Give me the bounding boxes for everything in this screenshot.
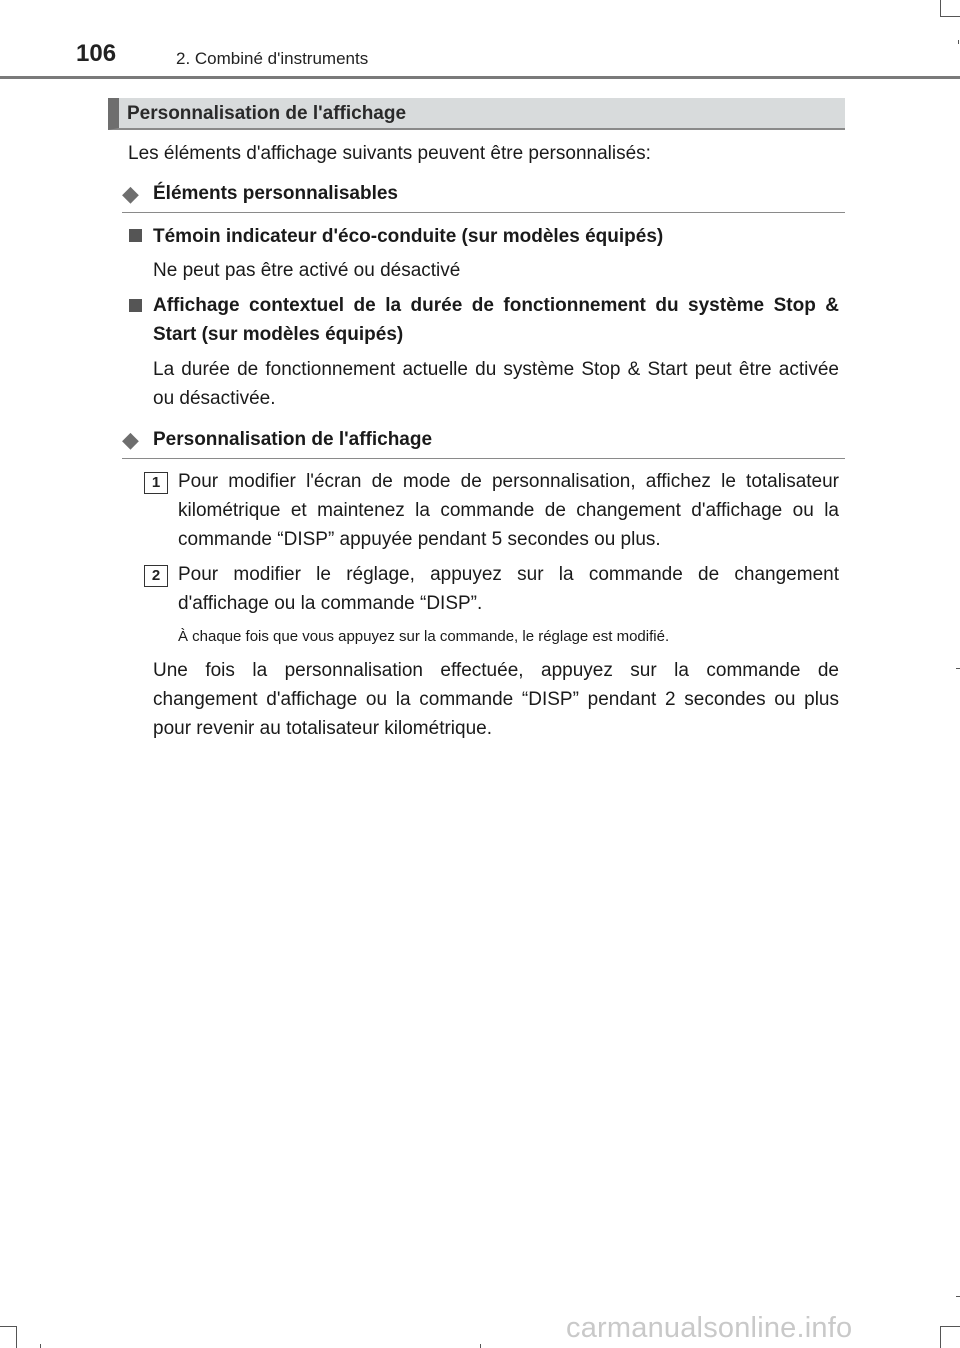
diamond-icon: ◆ bbox=[122, 181, 139, 206]
closing-paragraph: Une fois la personnalisation effectuée, appuyez sur la commande de changement d'affichage ou la commande “DISP” pendant 2 secondes ou plus pour revenir au totalisateur kilométrique. bbox=[153, 660, 839, 739]
crop-mark bbox=[0, 1326, 16, 1327]
item-body-stop-start: La durée de fonctionnement actuelle du système Stop & Start peut être activée ou désactivée. bbox=[153, 359, 839, 409]
crop-mark bbox=[480, 1344, 481, 1348]
page-number: 106 bbox=[76, 40, 117, 67]
step-number-badge: 2 bbox=[144, 565, 168, 587]
step-text: Pour modifier le réglage, appuyez sur la commande de changement d'affichage ou la commande “DISP”. bbox=[178, 564, 839, 614]
section-banner bbox=[108, 98, 845, 130]
square-bullet-icon bbox=[129, 299, 142, 312]
square-bullet-icon bbox=[129, 229, 142, 242]
display-customization-title: Personnalisation de l'affichage bbox=[153, 429, 433, 450]
customizable-items-heading bbox=[122, 180, 845, 213]
crop-mark bbox=[956, 1296, 960, 1297]
display-customization-heading bbox=[122, 426, 845, 459]
watermark: carmanualsonline.info bbox=[566, 1312, 853, 1344]
crop-mark bbox=[956, 668, 960, 669]
crop-mark bbox=[940, 1326, 960, 1327]
item-body-eco-indicator: Ne peut pas être activé ou désactivé bbox=[153, 260, 461, 281]
crop-mark bbox=[940, 0, 941, 16]
step-number-badge: 1 bbox=[144, 472, 168, 494]
section-title: Personnalisation de l'affichage bbox=[127, 103, 407, 124]
step-text: Pour modifier l'écran de mode de personnalisation, affichez le totalisateur kilométrique et maintenez la commande de changement d'affichage ou la commande “DISP” appuyée pendant 5 secondes ou plus. bbox=[178, 471, 839, 550]
crop-mark bbox=[958, 40, 959, 44]
section-intro: Les éléments d'affichage suivants peuvent être personnalisés: bbox=[128, 143, 651, 164]
customizable-items-title: Éléments personnalisables bbox=[153, 183, 398, 204]
crop-mark bbox=[940, 1326, 941, 1348]
item-title-eco-indicator: Témoin indicateur d'éco-conduite (sur modèles équipés) bbox=[153, 226, 664, 247]
crop-mark bbox=[40, 1344, 41, 1348]
crop-mark bbox=[16, 1326, 17, 1348]
header-rule bbox=[0, 76, 960, 79]
diamond-icon: ◆ bbox=[122, 427, 139, 452]
step-note: À chaque fois que vous appuyez sur la commande, le réglage est modifié. bbox=[178, 628, 670, 645]
chapter-title: 2. Combiné d'instruments bbox=[176, 49, 369, 68]
crop-mark bbox=[940, 16, 960, 17]
item-title-stop-start: Affichage contextuel de la durée de fonctionnement du système Stop & Start (sur modèles équipés) bbox=[153, 295, 839, 345]
